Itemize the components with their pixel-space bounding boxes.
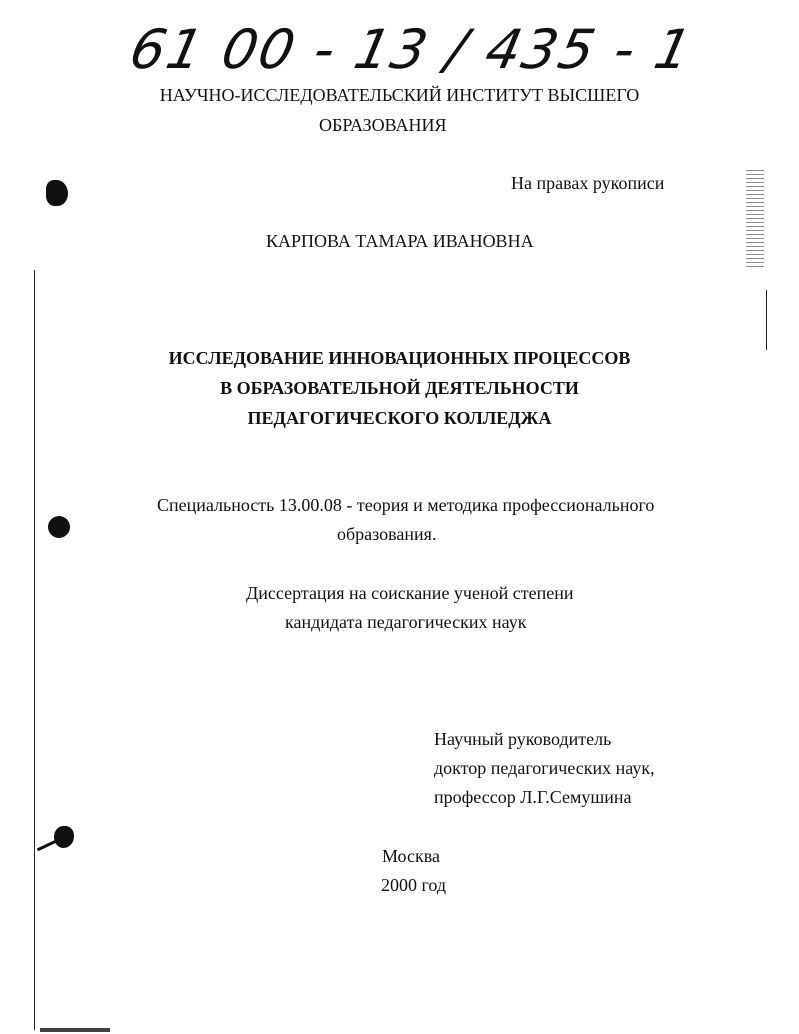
title-line-2: В ОБРАЗОВАТЕЛЬНОЙ ДЕЯТЕЛЬНОСТИ [220, 378, 579, 398]
supervisor-line-3: профессор Л.Г.Семушина [434, 787, 632, 807]
right-edge-line [766, 290, 767, 350]
author-name: КАРПОВА ТАМАРА ИВАНОВНА [266, 231, 534, 251]
institute-line-1: НАУЧНО-ИССЛЕДОВАТЕЛЬСКИЙ ИНСТИТУТ ВЫСШЕГО [159, 85, 640, 105]
specialty-line-1: Специальность 13.00.08 - теория и методика профессионального [157, 495, 655, 515]
institute-line-2: ОБРАЗОВАНИЯ [319, 115, 447, 135]
dissertation-line-2: кандидата педагогических наук [285, 612, 527, 632]
handwritten-number-svg [124, 8, 699, 86]
title-line-3: ПЕДАГОГИЧЕСКОГО КОЛЛЕДЖА [247, 408, 552, 428]
supervisor-line-2: доктор педагогических наук, [434, 758, 655, 778]
handwritten-number-text: 61 00 - 13 / 435 - 1 [124, 17, 699, 81]
right-edge-speckle [746, 170, 764, 270]
title-line-1: ИССЛЕДОВАНИЕ ИННОВАЦИОННЫХ ПРОЦЕССОВ [168, 348, 631, 368]
handwritten-catalog-number [124, 8, 699, 86]
left-edge-line [34, 270, 35, 1030]
year: 2000 год [381, 875, 447, 895]
bottom-edge-mark [40, 1028, 110, 1032]
place: Москва [382, 846, 440, 866]
specialty-line-2: образования. [337, 524, 437, 544]
rights-note: На правах рукописи [511, 173, 665, 193]
punch-hole-mark-middle [48, 516, 70, 538]
punch-hole-mark-top [46, 180, 68, 206]
supervisor-line-1: Научный руководитель [434, 729, 612, 749]
dissertation-line-1: Диссертация на соискание ученой степени [246, 583, 574, 603]
